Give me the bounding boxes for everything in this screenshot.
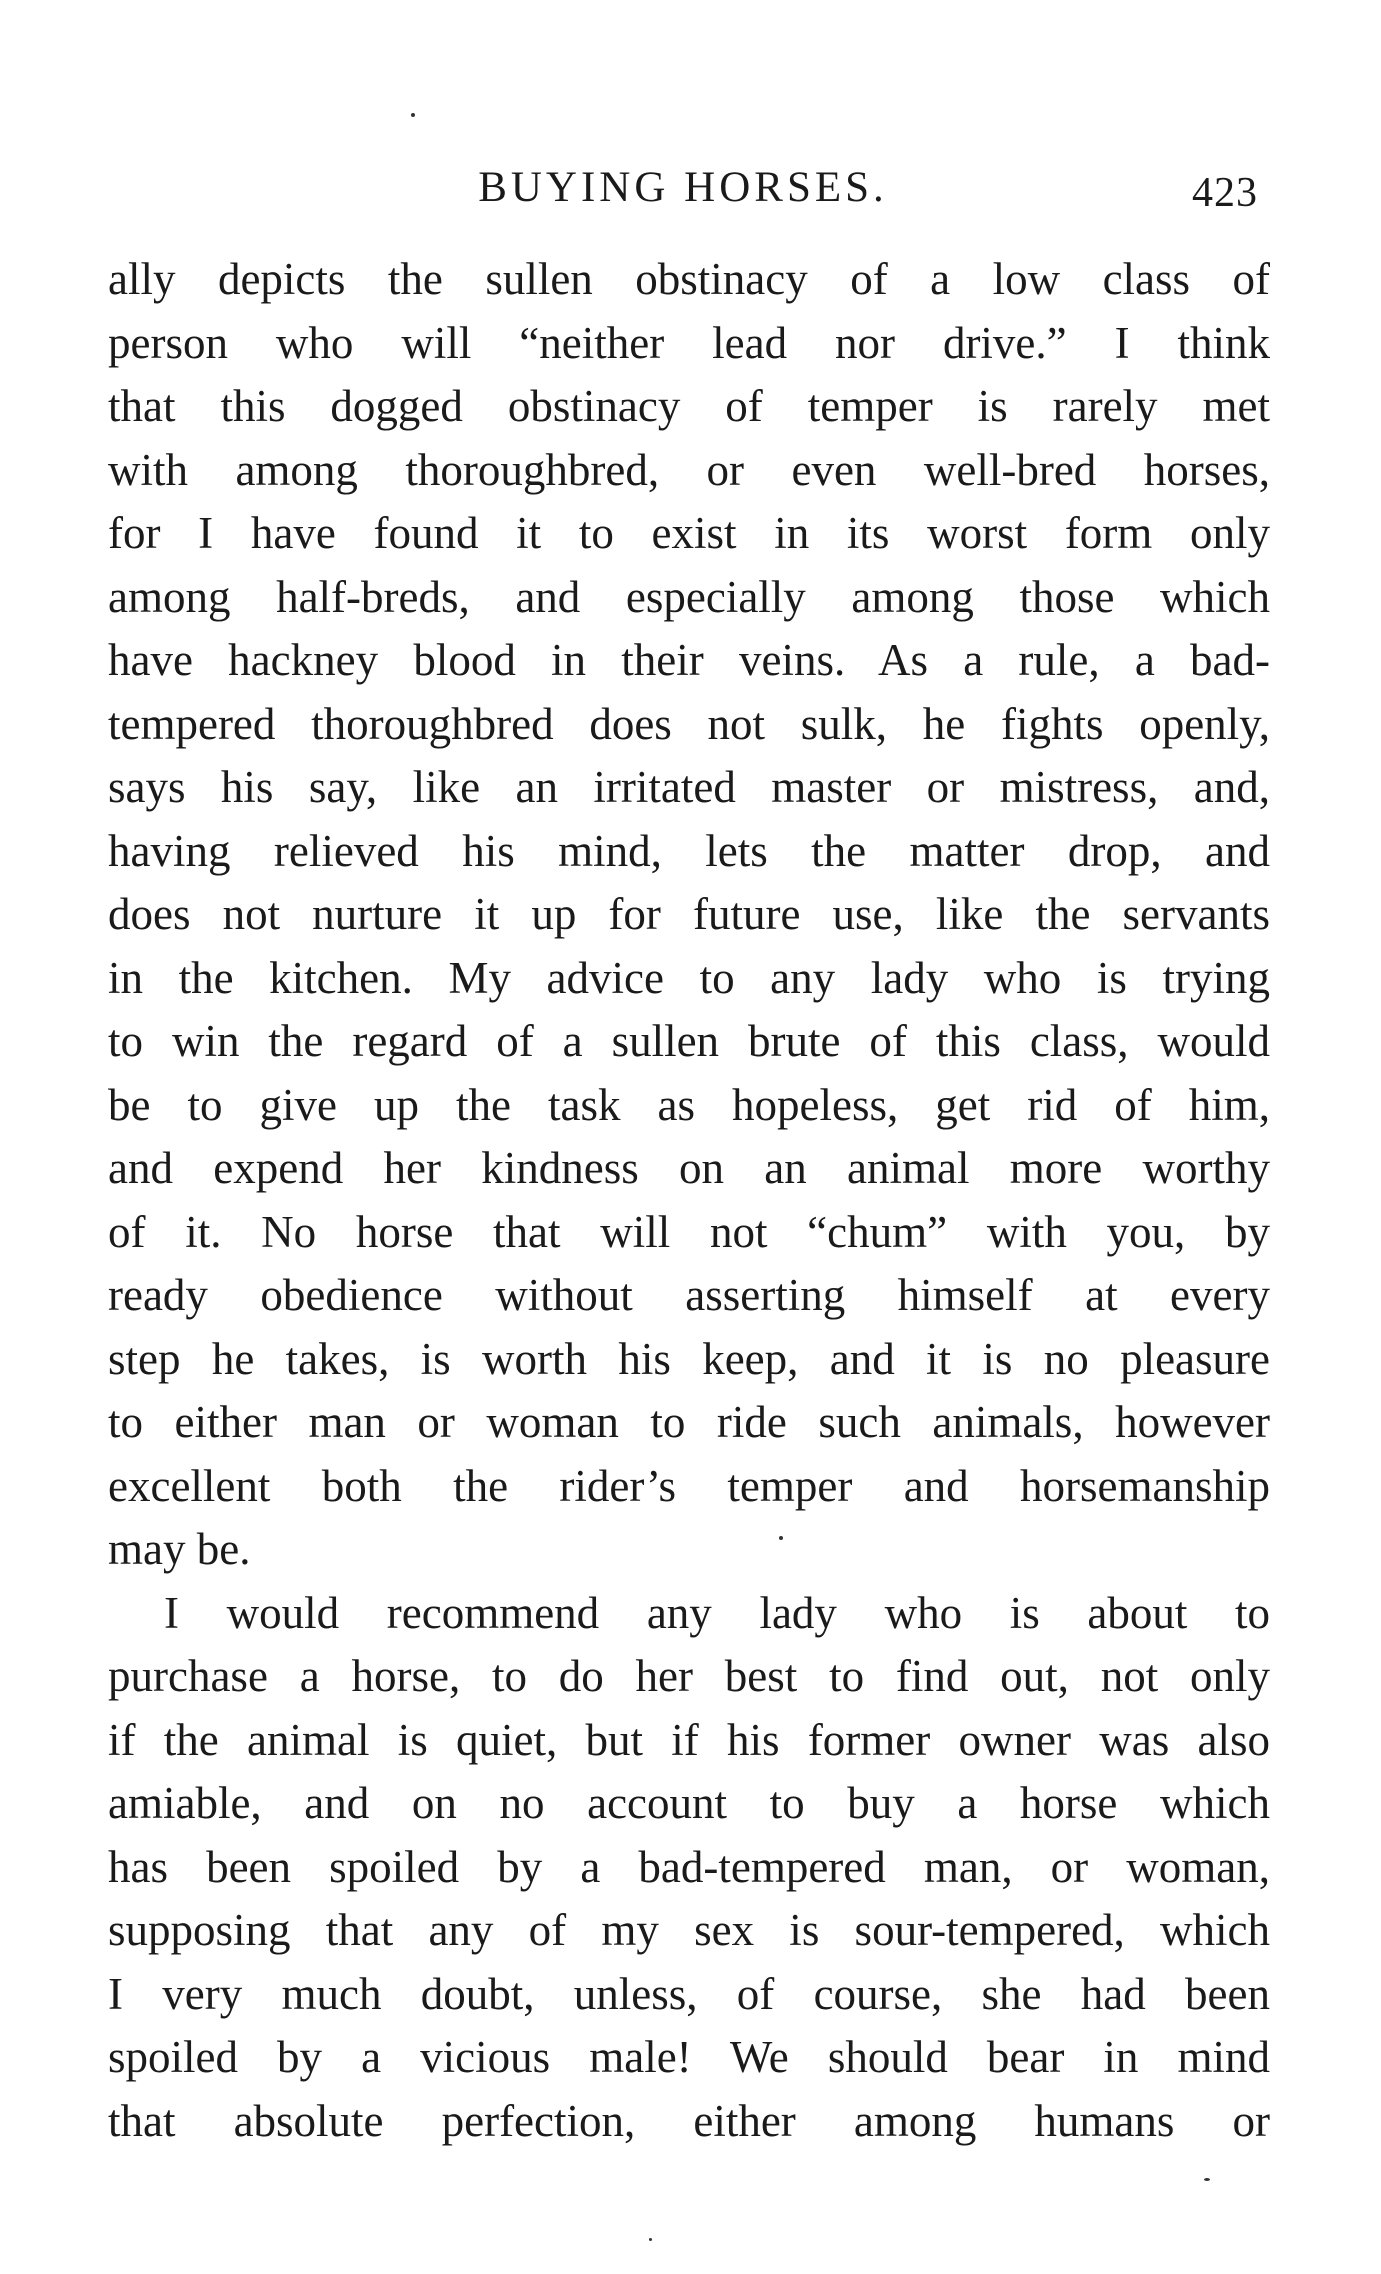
text-line: having relieved his mind, lets the matter drop, and	[108, 825, 1270, 876]
scan-speck	[1204, 2178, 1210, 2181]
text-line: among half-breds, and especially among those which	[108, 571, 1270, 622]
text-line: says his say, like an irritated master or mistress, and,	[108, 762, 1270, 812]
text-line: ready obedience without asserting himself at every	[108, 1270, 1270, 1320]
scan-speck	[779, 1536, 783, 1540]
text-line: spoiled by a vicious male! We should bear in mind	[108, 2032, 1270, 2082]
text-line: tempered thoroughbred does not sulk, he fights openly,	[108, 698, 1270, 749]
text-line: and expend her kindness on an animal more worthy	[108, 1143, 1270, 1193]
text-line: to either man or woman to ride such animals, however	[108, 1397, 1270, 1447]
text-line: of it. No horse that will not “chum” with you, by	[108, 1206, 1270, 1257]
text-line: for I have found it to exist in its worst form only	[108, 508, 1270, 558]
page-number: 423	[1192, 170, 1258, 216]
text-line: person who will “neither lead nor drive.” I think	[108, 317, 1270, 368]
text-line: if the animal is quiet, but if his former owner was also	[108, 1714, 1270, 1765]
text-line: ally depicts the sullen obstinacy of a low class of	[108, 254, 1270, 304]
text-line: that absolute perfection, either among humans or	[108, 2095, 1270, 2146]
body-text	[108, 248, 1270, 2153]
text-line: be to give up the task as hopeless, get rid of him,	[108, 1079, 1270, 1130]
text-line: amiable, and on no account to buy a horse which	[108, 1778, 1270, 1828]
text-line: step he takes, is worth his keep, and it is no pleasure	[108, 1333, 1270, 1384]
text-line: have hackney blood in their veins. As a rule, a bad-	[108, 635, 1270, 685]
text-line: may be.	[108, 1524, 251, 1574]
text-line: in the kitchen. My advice to any lady who is trying	[108, 952, 1270, 1003]
text-line: supposing that any of my sex is sour-tempered, which	[108, 1905, 1270, 1955]
text-line: that this dogged obstinacy of temper is rarely met	[108, 381, 1270, 431]
running-head	[108, 163, 1258, 223]
text-line: purchase a horse, to do her best to find out, not only	[108, 1651, 1270, 1701]
text-line: excellent both the rider’s temper and horsemanship	[108, 1460, 1270, 1511]
scan-speck	[411, 113, 415, 117]
text-line: has been spoiled by a bad-tempered man, or woman,	[108, 1841, 1270, 1892]
text-line: I very much doubt, unless, of course, she had been	[108, 1968, 1270, 2019]
scan-speck	[649, 2238, 652, 2241]
text-line: with among thoroughbred, or even well-bred horses,	[108, 444, 1270, 495]
text-line: does not nurture it up for future use, like the servants	[108, 889, 1270, 939]
running-title: BUYING HORSES.	[478, 164, 888, 211]
text-line: to win the regard of a sullen brute of this class, would	[108, 1016, 1270, 1066]
text-line: I would recommend any lady who is about to	[164, 1587, 1270, 1638]
